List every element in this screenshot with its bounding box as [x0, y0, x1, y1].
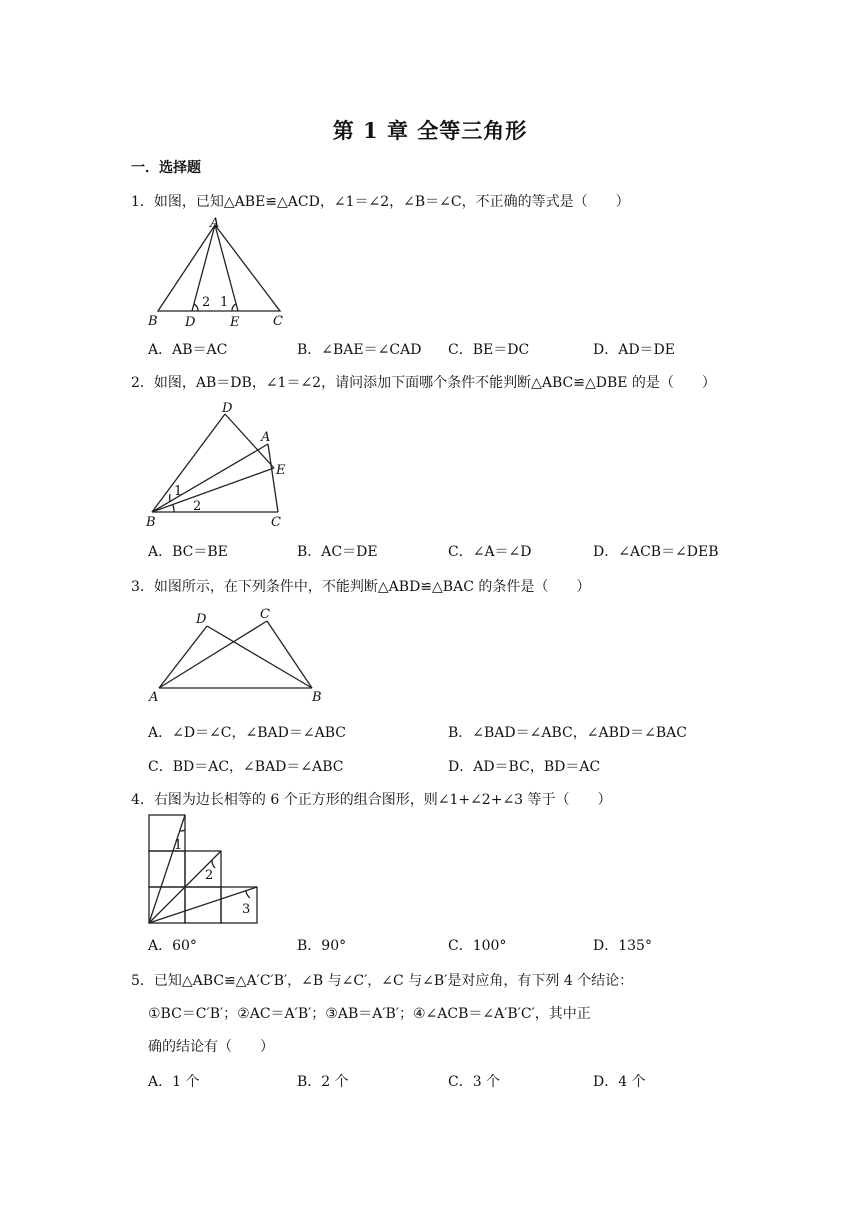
q4-angle-2-arc: [212, 860, 215, 868]
question-2-option-d[interactable]: D．∠ACB＝∠DEB: [593, 544, 719, 560]
q1-label-a: A: [210, 216, 220, 231]
q2-segment-be: [152, 468, 274, 512]
question-3-option-b[interactable]: B．∠BAD＝∠ABC，∠ABD＝∠BAC: [448, 725, 687, 741]
q1-label-b: B: [148, 314, 158, 329]
question-3-option-d[interactable]: D．AD＝BC，BD＝AC: [448, 759, 601, 775]
q3-label-a: A: [149, 690, 159, 705]
question-3-option-a[interactable]: A．∠D＝∠C，∠BAD＝∠ABC: [148, 725, 346, 741]
question-5-stem-line-3: 确的结论有（ ）: [148, 1039, 274, 1055]
question-1-option-d[interactable]: D．AD＝DE: [593, 342, 676, 358]
q1-label-angle-2: 2: [202, 295, 211, 310]
q1-angle-2-arc: [194, 304, 198, 311]
q3-label-b: B: [312, 690, 322, 705]
q1-label-c: C: [273, 314, 283, 329]
q3-segment-cb: [267, 621, 312, 688]
q2-segment-ac: [268, 444, 278, 512]
page-title: 第 1 章 全等三角形: [332, 118, 528, 143]
q2-segment-bd: [152, 414, 225, 512]
q4-label-angle-2: 2: [205, 868, 214, 883]
question-2-option-c[interactable]: C．∠A＝∠D: [448, 544, 532, 560]
question-4-stem: 4．右图为边长相等的 6 个正方形的组合图形，则∠1+∠2+∠3 等于（ ）: [131, 792, 612, 808]
question-1-option-c[interactable]: C．BE＝DC: [448, 342, 530, 358]
question-2-option-a[interactable]: A．BC＝BE: [148, 544, 228, 560]
question-4-option-d[interactable]: D．135°: [593, 938, 652, 954]
question-5-option-b[interactable]: B．2 个: [297, 1074, 349, 1090]
question-4-figure: [140, 808, 270, 930]
q2-label-c: C: [271, 515, 281, 530]
q4-diagonal-3: [149, 887, 257, 923]
q1-label-d: D: [185, 315, 196, 330]
q4-label-angle-3: 3: [242, 902, 251, 917]
question-3-stem: 3．如图所示，在下列条件中，不能判断△ABD≌△BAC 的条件是（ ）: [131, 579, 591, 595]
q2-label-angle-2: 2: [193, 499, 202, 514]
question-4-option-b[interactable]: B．90°: [297, 938, 347, 954]
question-1-figure: [140, 215, 300, 330]
q4-diagonal-1: [149, 815, 185, 923]
question-1-stem: 1．如图，已知△ABE≌△ACD，∠1＝∠2，∠B＝∠C，不正确的等式是（ ）: [131, 194, 630, 210]
q3-label-d: D: [196, 612, 207, 627]
question-4-option-c[interactable]: C．100°: [448, 938, 507, 954]
question-2-figure: [140, 398, 300, 533]
q1-angle-1-arc: [232, 304, 236, 311]
q4-angle-1-arc: [180, 830, 185, 831]
question-2-option-b[interactable]: B．AC＝DE: [297, 544, 378, 560]
q1-label-e: E: [230, 315, 240, 330]
question-1-option-a[interactable]: A．AB＝AC: [148, 342, 228, 358]
q1-label-angle-1: 1: [220, 295, 229, 310]
question-5-option-a[interactable]: A．1 个: [148, 1074, 200, 1090]
q2-angle-2-arc: [173, 505, 174, 512]
section-heading: 一．选择题: [131, 160, 201, 176]
question-3-option-c[interactable]: C．BD＝AC，∠BAD＝∠ABC: [148, 759, 344, 775]
question-5-option-c[interactable]: C．3 个: [448, 1074, 501, 1090]
q2-label-d: D: [222, 401, 233, 416]
question-4-option-a[interactable]: A．60°: [148, 938, 197, 954]
question-1-option-b[interactable]: B．∠BAE＝∠CAD: [297, 342, 422, 358]
q4-angle-3-arc: [246, 891, 250, 898]
q2-label-b: B: [146, 515, 156, 530]
q3-segment-ac: [159, 621, 267, 688]
q3-segment-db: [207, 626, 312, 688]
question-3-figure: [140, 604, 340, 709]
question-5-stem-line-1: 5．已知△ABC≌△A′C′B′，∠B 与∠C′，∠C 与∠B′是对应角，有下列 4 个结论：: [131, 973, 634, 989]
q3-segment-ad: [159, 626, 207, 688]
question-2-stem: 2．如图，AB＝DB，∠1＝∠2，请问添加下面哪个条件不能判断△ABC≌△DBE 的是（ ）: [131, 375, 716, 391]
q4-label-angle-1: 1: [174, 838, 183, 853]
question-5-option-d[interactable]: D．4 个: [593, 1074, 646, 1090]
q2-label-e: E: [276, 463, 286, 478]
q2-label-angle-1: 1: [174, 484, 183, 499]
q2-label-a: A: [261, 430, 271, 445]
q3-label-c: C: [260, 607, 270, 622]
question-5-stem-line-2: ①BC＝C′B′；②AC＝A′B′；③AB＝A′B′；④∠ACB＝∠A′B′C′，其中正: [148, 1006, 591, 1022]
